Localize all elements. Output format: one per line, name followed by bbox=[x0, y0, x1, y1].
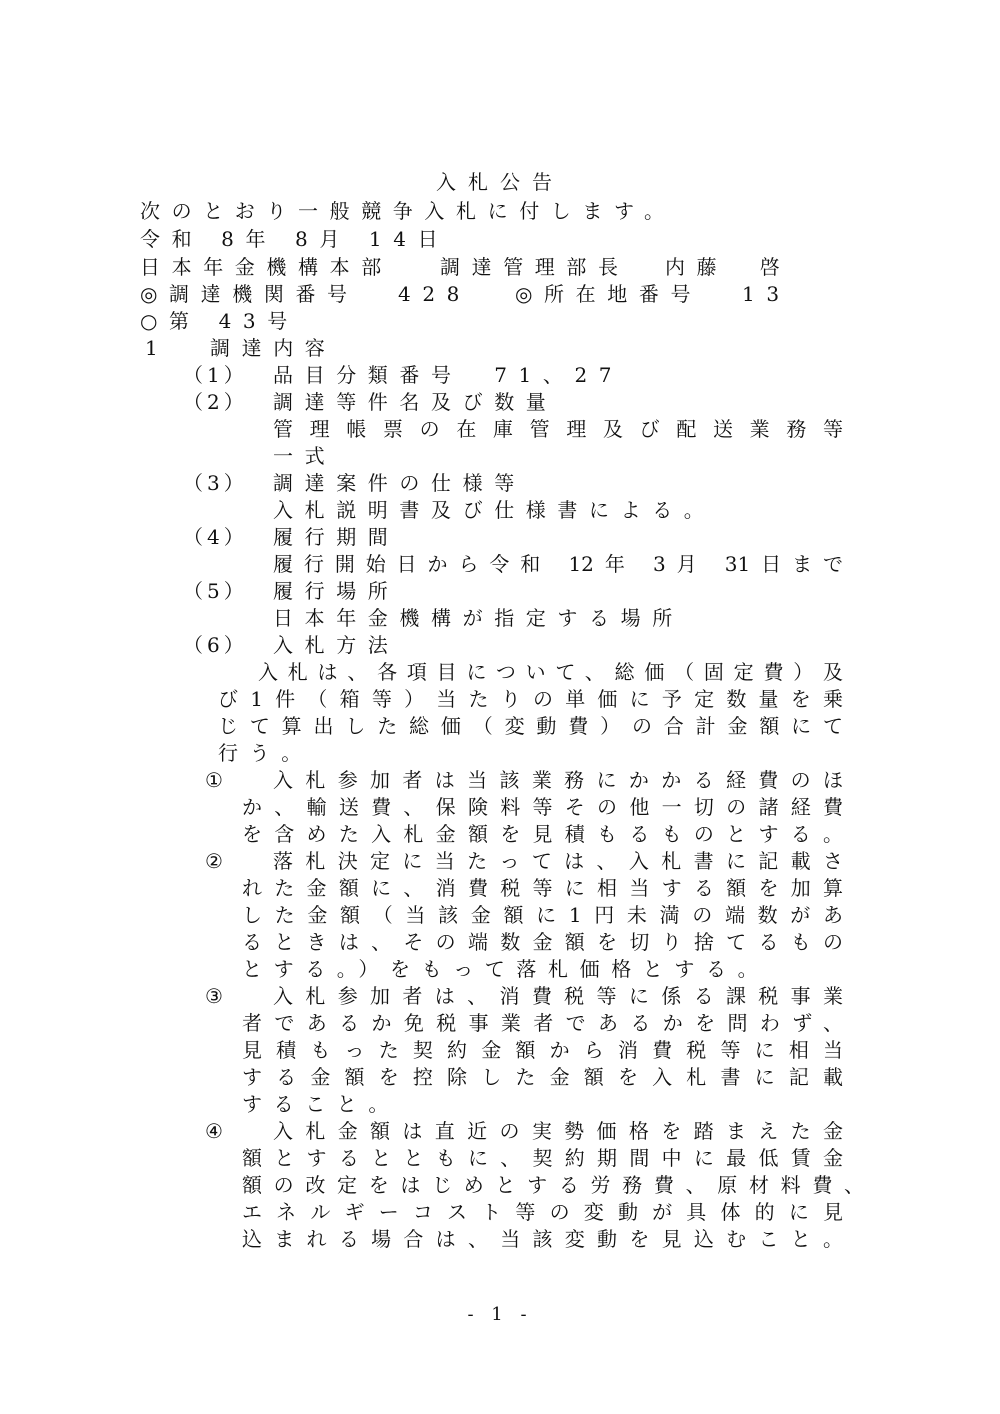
method-paragraph-line: じて算出した総価（変動費）の合計金額にて bbox=[218, 714, 843, 738]
note-line: する金額を控除した金額を入札書に記載 bbox=[242, 1065, 843, 1089]
note-mark: ④ bbox=[205, 1119, 235, 1143]
item-body-line: 管理帳票の在庫管理及び配送業務等 bbox=[273, 417, 843, 441]
item-title: 調達案件の仕様等 bbox=[273, 471, 526, 495]
note-line: 入札金額は直近の実勢価格を踏まえた金 bbox=[273, 1119, 843, 1143]
agency-number-value: 428 bbox=[398, 282, 471, 306]
note-line: れた金額に、消費税等に相当する額を加算 bbox=[242, 876, 843, 900]
issuer-organization: 日本年金機構本部 bbox=[140, 255, 393, 279]
item-title: 履行期間 bbox=[273, 525, 400, 549]
note-line: を含めた入札金額を見積もるものとする。 bbox=[242, 822, 843, 846]
item-number: （2） bbox=[183, 390, 248, 414]
item-number: （3） bbox=[183, 471, 248, 495]
note-line: とする。）をもって落札価格とする。 bbox=[242, 957, 770, 981]
method-paragraph-line: 入札は、各項目について、総価（固定費）及 bbox=[258, 660, 843, 684]
notice-number: ○第 43号 bbox=[140, 309, 299, 333]
notice-date: 令和 8年 8月 14日 bbox=[140, 227, 450, 251]
note-mark: ① bbox=[205, 768, 235, 792]
note-line: 額とするとともに、契約期間中に最低賃金 bbox=[242, 1146, 843, 1170]
item-number: （4） bbox=[183, 525, 248, 549]
note-line: すること。 bbox=[242, 1092, 400, 1116]
note-line: 見積もった契約金額から消費税等に相当 bbox=[242, 1038, 843, 1062]
item-title: 品目分類番号 71、27 bbox=[273, 363, 624, 387]
note-mark: ② bbox=[205, 849, 235, 873]
item-number: （5） bbox=[183, 579, 248, 603]
note-line: るときは、その端数金額を切り捨てるもの bbox=[242, 930, 843, 954]
item-body-line: 入札説明書及び仕様書による。 bbox=[273, 498, 716, 522]
section-heading: 調達内容 bbox=[210, 336, 337, 360]
note-line: 額の改定をはじめとする労務費、原材料費、 bbox=[242, 1173, 864, 1197]
note-line: 者であるか免税事業者であるかを問わず、 bbox=[242, 1011, 843, 1035]
document-title: 入札公告 bbox=[436, 170, 564, 194]
note-line: か、輸送費、保険料等その他一切の諸経費 bbox=[242, 795, 843, 819]
item-number: （1） bbox=[183, 363, 248, 387]
issuer-name: 内藤 啓 bbox=[665, 255, 792, 279]
item-body-line: 一式 bbox=[273, 444, 337, 468]
agency-number-label: ◎調達機関番号 bbox=[140, 282, 359, 306]
item-body-line: 日本年金機構が指定する場所 bbox=[273, 606, 684, 630]
note-line: 込まれる場合は、当該変動を見込むこと。 bbox=[242, 1227, 843, 1251]
note-line: 入札参加者は当該業務にかかる経費のほ bbox=[273, 768, 843, 792]
note-line: 落札決定に当たっては、入札書に記載さ bbox=[273, 849, 843, 873]
page-number: - 1 - bbox=[467, 1304, 533, 1325]
item-title: 調達等件名及び数量 bbox=[273, 390, 558, 414]
item-number: （6） bbox=[183, 633, 248, 657]
location-number-value: 13 bbox=[742, 282, 791, 306]
item-title: 履行場所 bbox=[273, 579, 400, 603]
note-line: した金額（当該金額に1円未満の端数があ bbox=[242, 903, 843, 927]
method-paragraph-line: び1件（箱等）当たりの単価に予定数量を乗 bbox=[218, 687, 843, 711]
intro-text: 次のとおり一般競争入札に付します。 bbox=[140, 199, 676, 223]
item-title: 入札方法 bbox=[273, 633, 400, 657]
note-mark: ③ bbox=[205, 984, 235, 1008]
method-paragraph-line: 行う。 bbox=[218, 741, 313, 765]
location-number-label: ◎所在地番号 bbox=[515, 282, 703, 306]
note-line: 入札参加者は、消費税等に係る課税事業 bbox=[273, 984, 843, 1008]
issuer-position: 調達管理部長 bbox=[440, 255, 630, 279]
section-number: 1 bbox=[145, 336, 170, 360]
note-line: エネルギーコスト等の変動が具体的に見 bbox=[242, 1200, 843, 1224]
item-body-line: 履行開始日から令和 12年 3月 31日まで bbox=[273, 552, 843, 576]
